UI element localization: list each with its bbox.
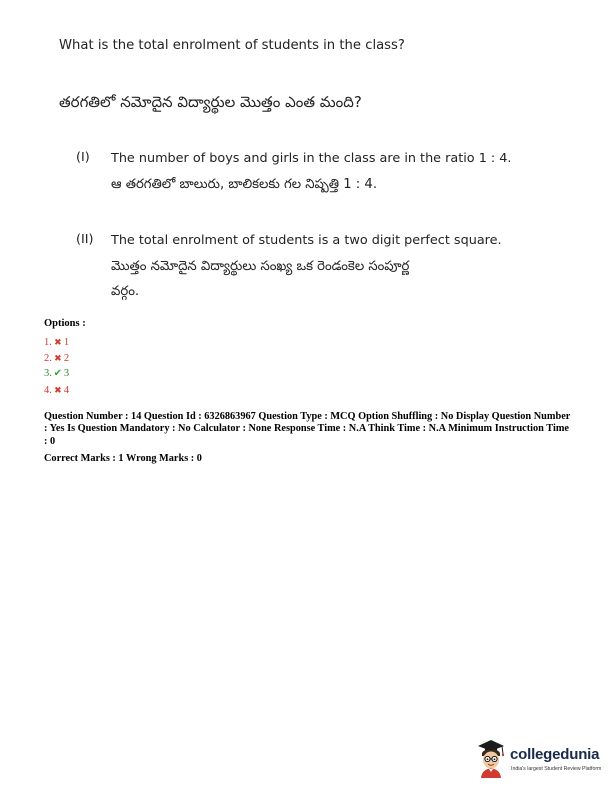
cross-icon: ✖	[54, 385, 62, 395]
option-1-value: 1	[63, 337, 70, 348]
question-details: Question Number : 14 Question Id : 6326863967 Question Type : MCQ Option Shuffling : No Display Question Number : Yes Is Question Mandatory : No Calculator : None Response Time : N.A Think Time : N.A Minimum Instruction Time : 0	[44, 411, 571, 447]
option-3-index: 3.	[44, 368, 52, 379]
marks-info: Correct Marks : 1 Wrong Marks : 0	[44, 452, 202, 464]
option-3-value: 3	[63, 368, 70, 379]
student-mascot-icon	[474, 738, 508, 778]
options-title: Options :	[44, 318, 86, 329]
statement-2-number: (II)	[76, 232, 94, 247]
statement-1-english: The number of boys and girls in the class are in the ratio 1 : 4.	[111, 151, 512, 166]
options-list	[44, 317, 86, 398]
statement-1-telugu-line-1: ఆ తరగతిలో బాలురు, బాలికలకు గల నిష్పత్తి 1 : 4.	[111, 177, 378, 192]
statement-2-english: The total enrolment of students is a two digit perfect square.	[111, 233, 502, 248]
option-4-index: 4.	[44, 385, 52, 396]
statement-1-number: (I)	[76, 150, 90, 165]
collegedunia-logo[interactable]	[474, 738, 612, 778]
option-4-value: 4	[63, 385, 70, 396]
logo-tagline: India's largest Student Review Platform	[511, 766, 602, 772]
question-english: What is the total enrolment of students in the class?	[59, 38, 405, 53]
option-4[interactable]	[44, 382, 86, 398]
option-2-index: 2.	[44, 353, 52, 364]
option-2-value: 2	[63, 353, 70, 364]
statement-2-telugu-line-1: మొత్తం నమోదైన విద్యార్థులు సంఖ్య ఒక రెండంకెల సంపూర్ణ	[111, 259, 410, 274]
logo-brand-text: collegedunia	[510, 746, 600, 763]
question-telugu: తరగతిలో నమోదైన విద్యార్థుల మొత్తం ఎంత మంది?	[59, 93, 362, 111]
cross-icon: ✖	[54, 353, 62, 363]
option-3[interactable]	[44, 366, 86, 382]
check-icon: ✔	[53, 368, 63, 379]
cross-icon: ✖	[54, 337, 62, 347]
option-1[interactable]	[44, 334, 86, 350]
option-1-index: 1.	[44, 337, 52, 348]
option-2[interactable]	[44, 350, 86, 366]
question-metadata	[44, 411, 574, 465]
statement-2-telugu-line-2: వర్గం.	[111, 284, 140, 299]
